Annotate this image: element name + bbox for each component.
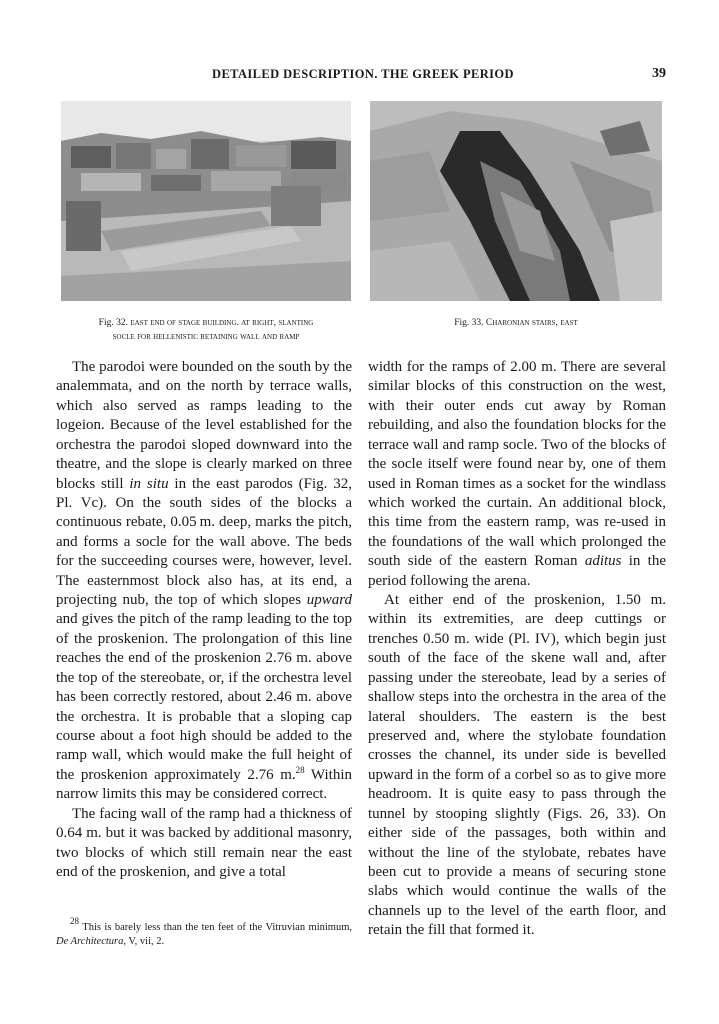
figure-33-photo bbox=[370, 101, 662, 301]
text-run: and gives the pitch of the ramp leading to the top of the proskenion. The prolongation of this line reaches the end of the proskenion 2.76 m. above the top of the stereobate, or, if the orchestra level has been correctly restored, about 2.46 m. above the orchestra. It is probable that a sloping cap course about a foot high should be added to the ramp wall, which would make the full height of the proskenion approximately 2.76 m. bbox=[56, 611, 352, 783]
figure-32-caption-line1: east end of stage building. at right, slanting bbox=[130, 318, 314, 328]
figure-32-caption bbox=[60, 316, 352, 344]
left-paragraph-1 bbox=[56, 358, 352, 805]
footnote-italic-title: De Architectura bbox=[56, 936, 124, 947]
right-column bbox=[368, 358, 666, 941]
text-run: Within narrow limits this may be considered correct. bbox=[56, 766, 352, 803]
right-paragraph-2: At either end of the proskenion, 1.50 m. within its extremities, are deep cuttings or trenches 0.50 m. wide (Pl. IV), which begin just south of the face of the skene wall and, after passing under the stereobate, lead by a series of shallow steps into the orchestra in the area of the lateral shoulders. The eastern is the best preserved and, where the stylobate foundation crosses the channel, its under side is bevelled upward in the form of a corbel so as to give more headroom. It is quite easy to pass through the tunnel by stooping slightly (Figs. 26, 33). On either side of the passages, both within and without the line of the stylobate, rebates have been cut to provide a means of securing stone slabs which would continue the walls of the channels up to the level of the earth floor, and retain the fill that formed it. bbox=[368, 592, 666, 939]
text-run: in the period following the arena. bbox=[368, 553, 666, 589]
figure-32-caption-line2: socle for hellenistic retaining wall and ramp bbox=[112, 332, 300, 342]
running-title: DETAILED DESCRIPTION. THE GREEK PERIOD bbox=[212, 67, 514, 81]
stage-building-ruins-image bbox=[61, 101, 351, 301]
footnote-ref-28[interactable]: 28 bbox=[295, 764, 305, 775]
figure-33-caption-text: Charonian stairs, east bbox=[485, 318, 578, 328]
figure-32-photo bbox=[61, 101, 351, 301]
footnote-28 bbox=[56, 916, 352, 949]
running-header bbox=[60, 64, 666, 84]
footnote-text: , V, vii, 2. bbox=[123, 936, 165, 947]
figure-33-label: Fig. 33. bbox=[454, 318, 484, 328]
right-paragraph-1 bbox=[368, 358, 666, 591]
text-run: in the east parodos (Fig. 32, Pl. Vc). On the south sides of the blocks a continuous rebate, 0.05 m. deep, marks the pitch, and forms a socle for the wall above. The beds for the succeeding courses were, however, level. The easternmost block also has, at its end, a projecting nub, the top of which slopes bbox=[56, 475, 353, 609]
text-run: The parodoi were bounded on the south by the analemmata, and on the north by terrace walls, which also served as ramps leading to the logeion. Because of the level established for the orchestra the parodoi sloped downward into the theatre, and the slope is clearly marked on three blocks still bbox=[56, 359, 352, 492]
footnote-text: This is barely less than the ten feet of the Vitruvian minimum, bbox=[79, 922, 352, 933]
italic-term: aditus bbox=[584, 553, 622, 570]
figure-32-label: Fig. 32. bbox=[98, 318, 128, 328]
left-column bbox=[56, 358, 352, 882]
figure-33-caption bbox=[370, 316, 662, 330]
italic-term: upward bbox=[306, 592, 352, 609]
left-paragraph-2: The facing wall of the ramp had a thickness of 0.64 m. but it was backed by additional masonry, two blocks of which still remain near the east end of the proskenion, and give a total bbox=[56, 805, 352, 880]
charonian-stairs-image bbox=[370, 101, 662, 301]
text-run: width for the ramps of 2.00 m. There are several similar blocks of this construction on the west, with their outer ends cut away by Roman rebuilding, and also the foundation blocks for the terrace wall and ramp socle. Two of the blocks of the socle itself were found near by, one of them used in Roman times as a socket for the windlass which worked the curtain. An additional block, this time from the eastern ramp, was re-used in the foundations of the wall which prolonged the south side of the eastern Roman bbox=[368, 359, 666, 570]
italic-term: in situ bbox=[129, 475, 169, 492]
page-number: 39 bbox=[652, 66, 666, 81]
footnote-number: 28 bbox=[70, 916, 79, 926]
